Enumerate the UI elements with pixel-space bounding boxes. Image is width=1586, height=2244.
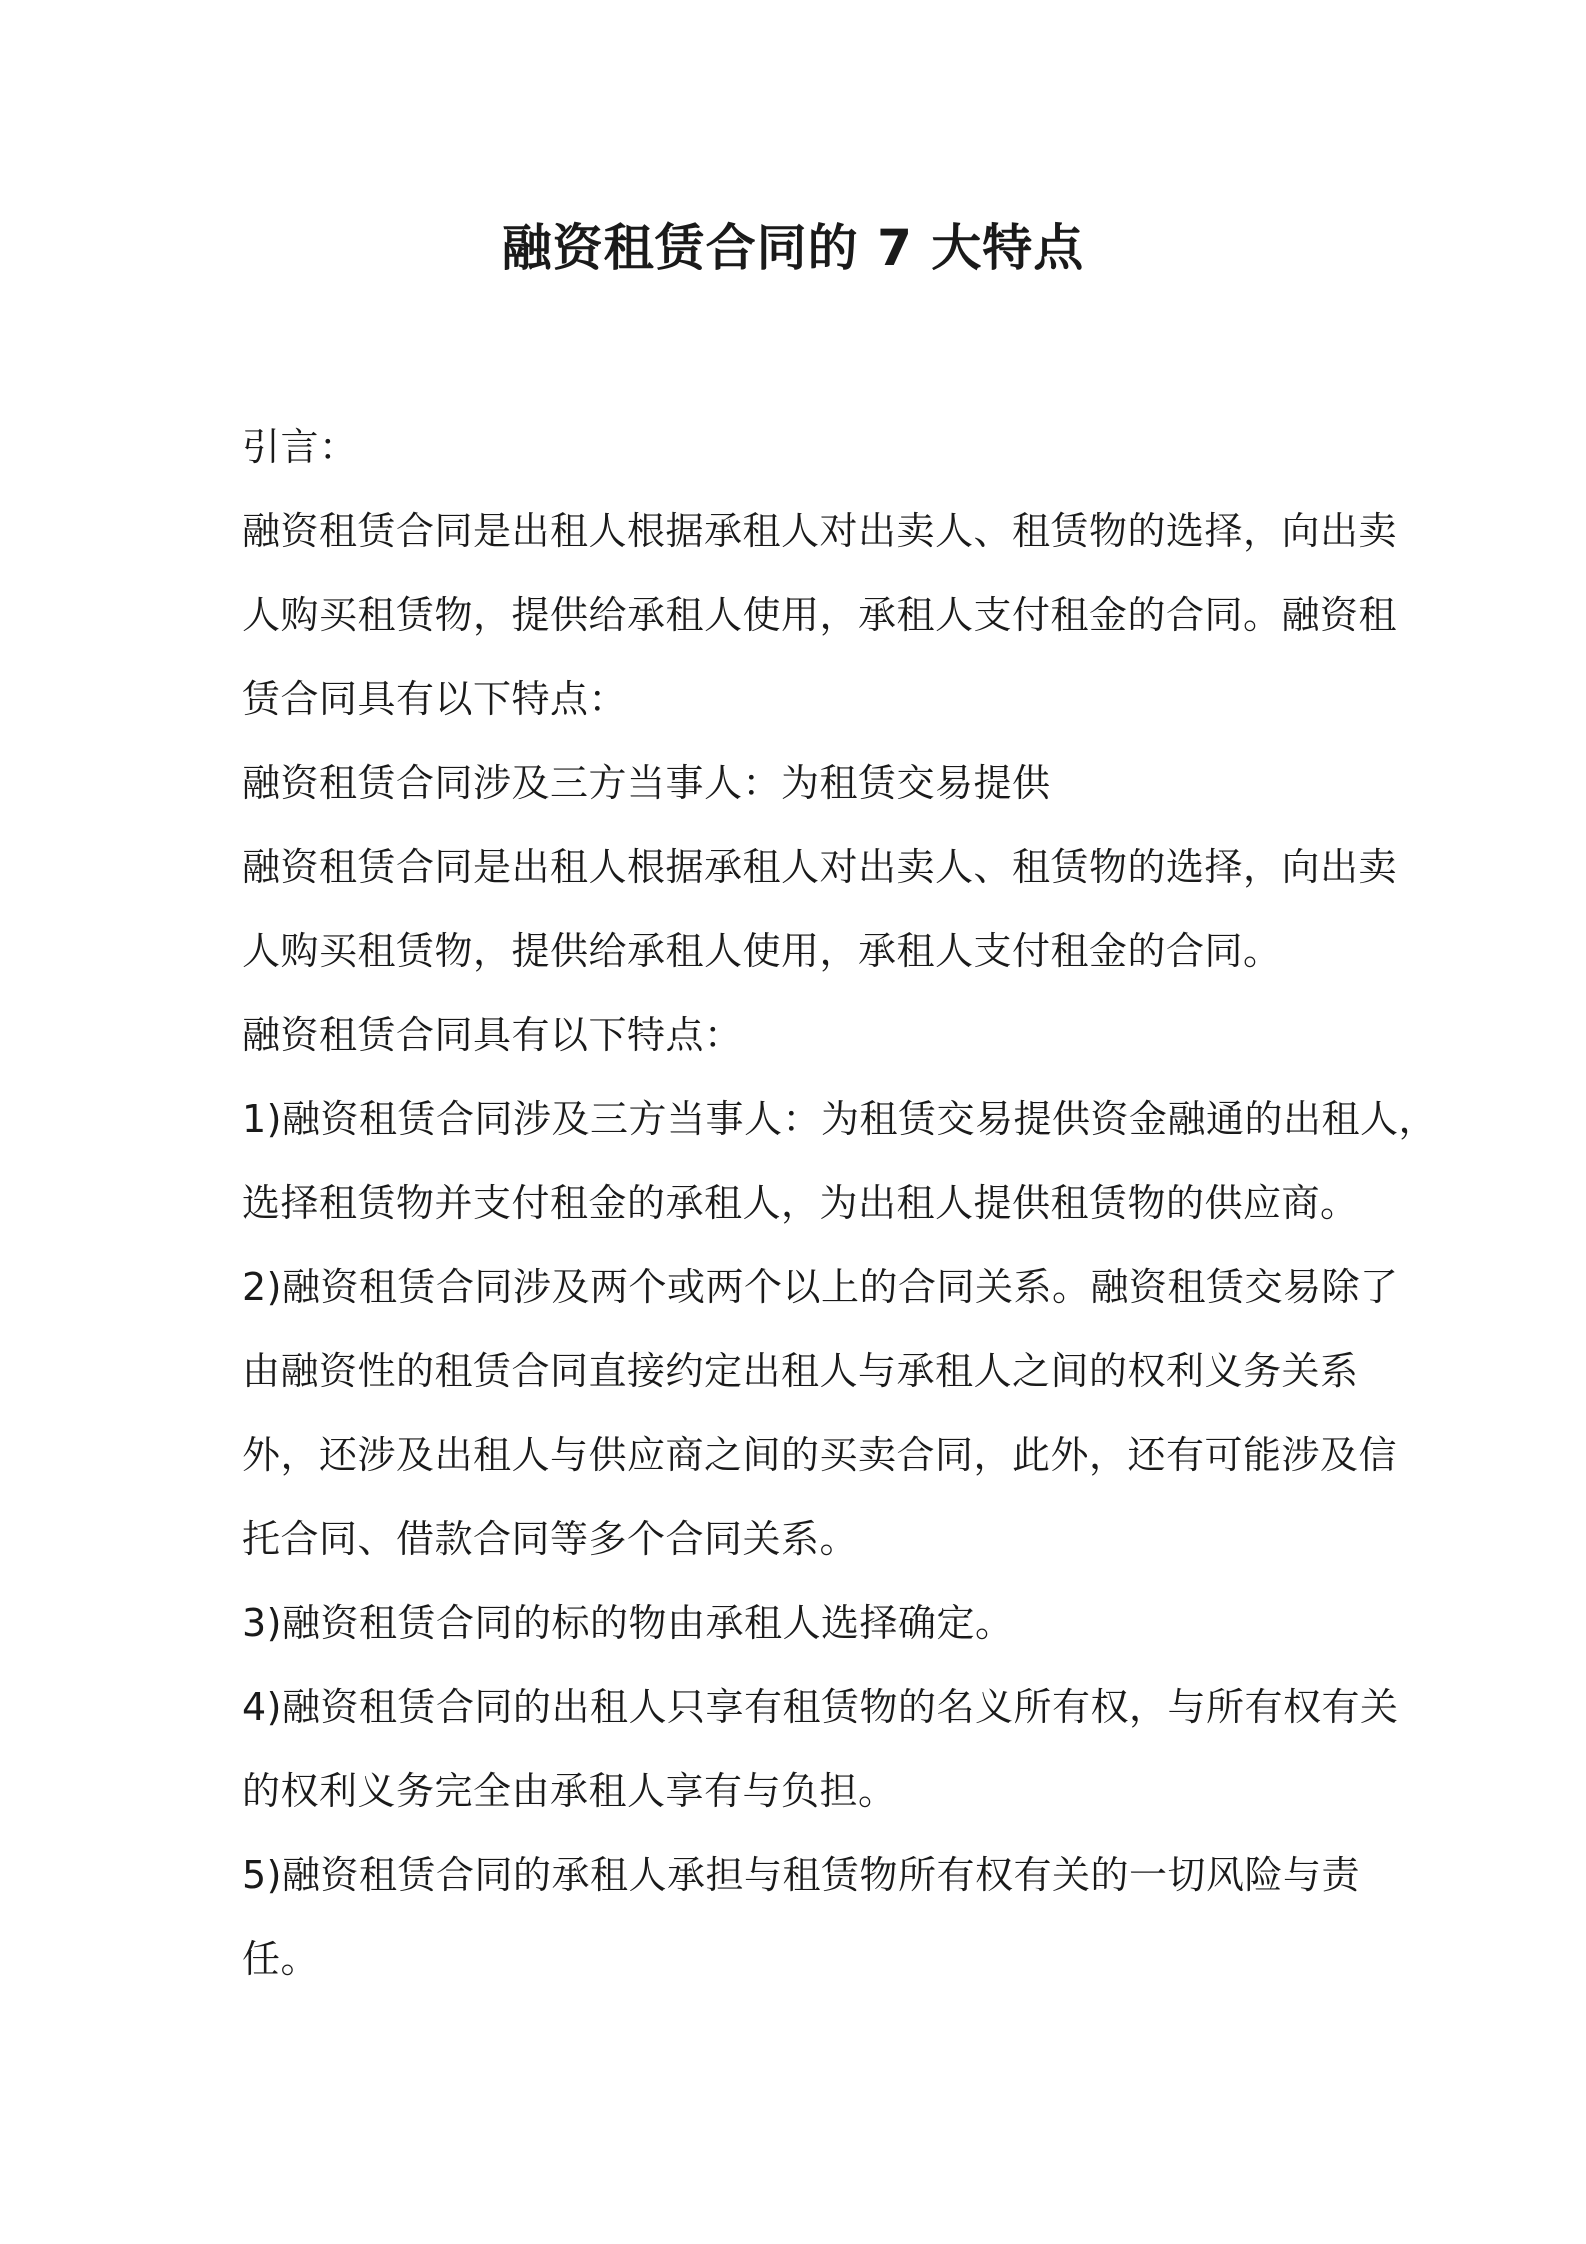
list-item-3 [242,1581,1382,1665]
paragraph-fragment [242,741,1382,825]
text-line: 由融资性的租赁合同直接约定出租人与承租人之间的权利义务关系 [242,1349,1359,1393]
text-line: 2)融资租赁合同涉及两个或两个以上的合同关系。融资租赁交易除了 [242,1265,1399,1309]
text-line: 人购买租赁物，提供给承租人使用，承租人支付租金的合同。融资租 [242,593,1398,637]
text-line: 1)融资租赁合同涉及三方当事人：为租赁交易提供资金融通的出租人， [242,1097,1438,1141]
list-item-5 [242,1833,1382,2001]
list-item-2 [242,1245,1399,1581]
paragraph-definition [242,825,1398,993]
text-line: 融资租赁合同具有以下特点： [242,1013,743,1057]
text-line: 5)融资租赁合同的承租人承担与租赁物所有权有关的一切风险与责 [242,1853,1361,1897]
text-line: 4)融资租赁合同的出租人只享有租赁物的名义所有权，与所有权有关 [242,1685,1399,1729]
text-line: 3)融资租赁合同的标的物由承租人选择确定。 [242,1601,1014,1645]
list-item-1 [242,1077,1438,1245]
paragraph-intro [242,489,1398,741]
paragraph-features-heading [242,993,1382,1077]
text-line: 外，还涉及出租人与供应商之间的买卖合同，此外，还有可能涉及信 [242,1433,1398,1477]
document-body [242,405,1438,2001]
text-line: 任。 [242,1937,320,1981]
text-line: 引言： [242,425,358,469]
text-line: 融资租赁合同是出租人根据承租人对出卖人、租赁物的选择，向出卖 [242,845,1398,889]
document-title: 融资租赁合同的 7 大特点 [501,219,1085,277]
text-line: 托合同、借款合同等多个合同关系。 [242,1517,859,1561]
list-item-4 [242,1665,1399,1833]
text-line: 人购买租赁物，提供给承租人使用，承租人支付租金的合同。 [242,929,1282,973]
text-line: 选择租赁物并支付租金的承租人，为出租人提供租赁物的供应商。 [242,1181,1359,1225]
text-line: 的权利义务完全由承租人享有与负担。 [242,1769,897,1813]
text-line: 融资租赁合同涉及三方当事人：为租赁交易提供 [242,761,1051,805]
text-line: 融资租赁合同是出租人根据承租人对出卖人、租赁物的选择，向出卖 [242,509,1398,553]
paragraph-intro-heading [242,405,1382,489]
text-line: 赁合同具有以下特点： [242,677,628,721]
